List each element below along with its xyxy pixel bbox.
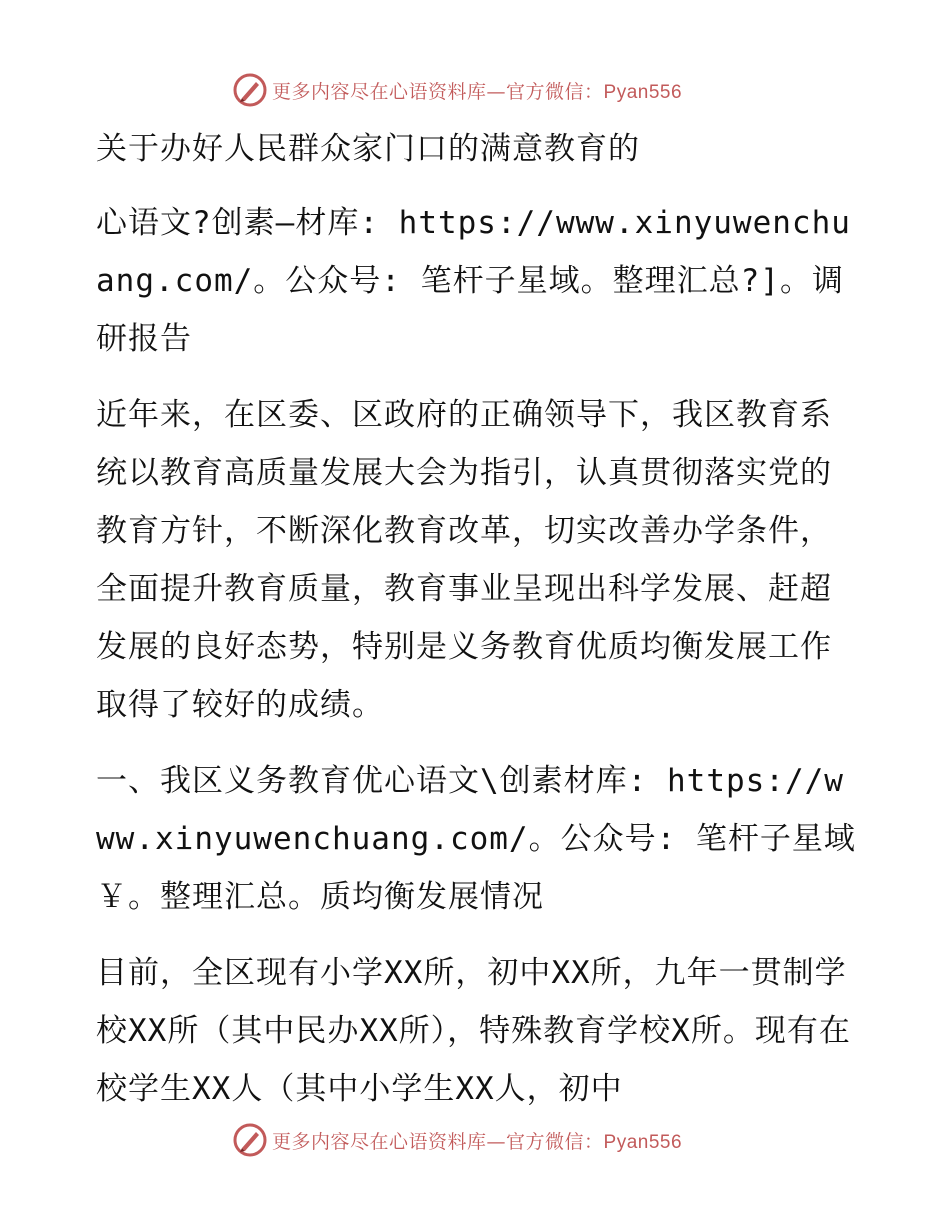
document-body: [96, 120, 856, 1136]
paragraph-stats: 目前，全区现有小学XX所，初中XX所，九年一贯制学校XX所（其中民办XX所），特殊教育学校X所。现有在校学生XX人（其中小学生XX人，初中: [96, 955, 851, 1107]
header-watermark-banner: [232, 70, 792, 110]
pen-logo-icon: [232, 72, 268, 108]
paragraph-source-note: 心语文?创素—材库: https://www.xinyuwenchuang.com/。公众号: 笔杆子星域。整理汇总?]。调研报告: [96, 205, 851, 357]
footer-watermark-banner: [232, 1120, 792, 1160]
doc-title: 关于办好人民群众家门口的满意教育的: [96, 131, 640, 167]
paragraph-intro: 近年来，在区委、区政府的正确领导下，我区教育系统以教育高质量发展大会为指引，认真贯彻落实党的教育方针，不断深化教育改革，切实改善办学条件，全面提升教育质量，教育事业呈现出科学发展、赶超发展的良好态势，特别是义务教育优质均衡发展工作取得了较好的成绩。: [96, 397, 832, 723]
pen-logo-icon: [232, 1122, 268, 1158]
banner-text: 更多内容尽在心语资料库—官方微信：Pyan556: [272, 1130, 683, 1153]
section-heading-1: 一、我区义务教育优心语文\创素材库: https://www.xinyuwenchuang.com/。公众号: 笔杆子星域￥。整理汇总。质均衡发展情况: [96, 763, 856, 915]
banner-text: 更多内容尽在心语资料库—官方微信：Pyan556: [272, 80, 683, 103]
